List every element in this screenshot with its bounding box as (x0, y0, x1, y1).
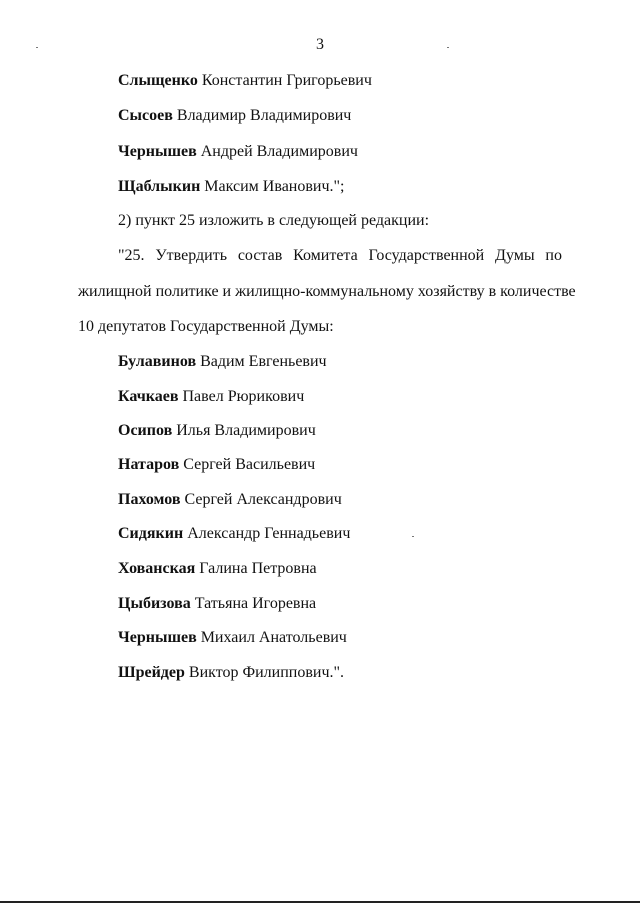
member-line (118, 421, 316, 441)
member-line (118, 663, 344, 683)
member-given-names: Максим Иванович."; (200, 178, 345, 195)
member-given-names: Вадим Евгеньевич (196, 353, 327, 370)
paragraph-line-3: 10 депутатов Государственной Думы: (78, 318, 334, 335)
member-given-names: Виктор Филиппович.". (184, 664, 345, 681)
paragraph-line-2: жилищной политике и жилищно-коммунальному хозяйству в количестве (78, 283, 576, 300)
member-surname: Щаблыкин (118, 178, 201, 195)
scan-speck (447, 47, 449, 48)
member-surname: Булавинов (118, 353, 197, 370)
member-surname: Пахомов (118, 491, 181, 508)
member-line (118, 490, 342, 510)
member-surname: Слыщенко (118, 72, 198, 89)
member-given-names: Александр Геннадьевич (183, 525, 351, 542)
member-surname: Цыбизова (118, 595, 191, 612)
member-line (118, 387, 304, 407)
member-given-names: Михаил Анатольевич (196, 629, 347, 646)
member-given-names: Павел Рюрикович (178, 388, 305, 405)
member-given-names: Сергей Васильевич (179, 456, 316, 473)
member-surname: Качкаев (118, 388, 179, 405)
member-line (118, 524, 350, 544)
member-given-names: Андрей Владимирович (196, 143, 358, 160)
member-surname: Сидякин (118, 525, 184, 542)
member-surname: Сысоев (118, 107, 173, 124)
scan-speck (412, 536, 414, 537)
clause-text: 2) пункт 25 изложить в следующей редакции: (118, 212, 430, 229)
member-surname: Хованская (118, 560, 196, 577)
member-surname: Шрейдер (118, 664, 185, 681)
scan-speck (36, 47, 38, 48)
member-line (118, 142, 358, 162)
member-line (118, 559, 317, 579)
paragraph-line-1: "25. Утвердить состав Комитета Государственной Думы по (118, 247, 562, 264)
member-given-names: Сергей Александрович (180, 491, 342, 508)
member-given-names: Галина Петровна (195, 560, 317, 577)
member-given-names: Татьяна Игоревна (190, 595, 317, 612)
member-given-names: Владимир Владимирович (172, 107, 352, 124)
member-line (118, 455, 315, 475)
member-line (118, 71, 372, 91)
member-surname: Чернышев (118, 629, 197, 646)
member-line (118, 628, 347, 648)
page-number: 3 (316, 36, 324, 53)
page-bottom-edge (0, 901, 640, 903)
member-line (118, 106, 351, 126)
member-surname: Осипов (118, 422, 173, 439)
member-line (118, 177, 345, 197)
member-surname: Натаров (118, 456, 180, 473)
member-given-names: Константин Григорьевич (197, 72, 372, 89)
member-line (118, 352, 327, 372)
member-surname: Чернышев (118, 143, 197, 160)
member-given-names: Илья Владимирович (172, 422, 316, 439)
member-line (118, 594, 316, 614)
